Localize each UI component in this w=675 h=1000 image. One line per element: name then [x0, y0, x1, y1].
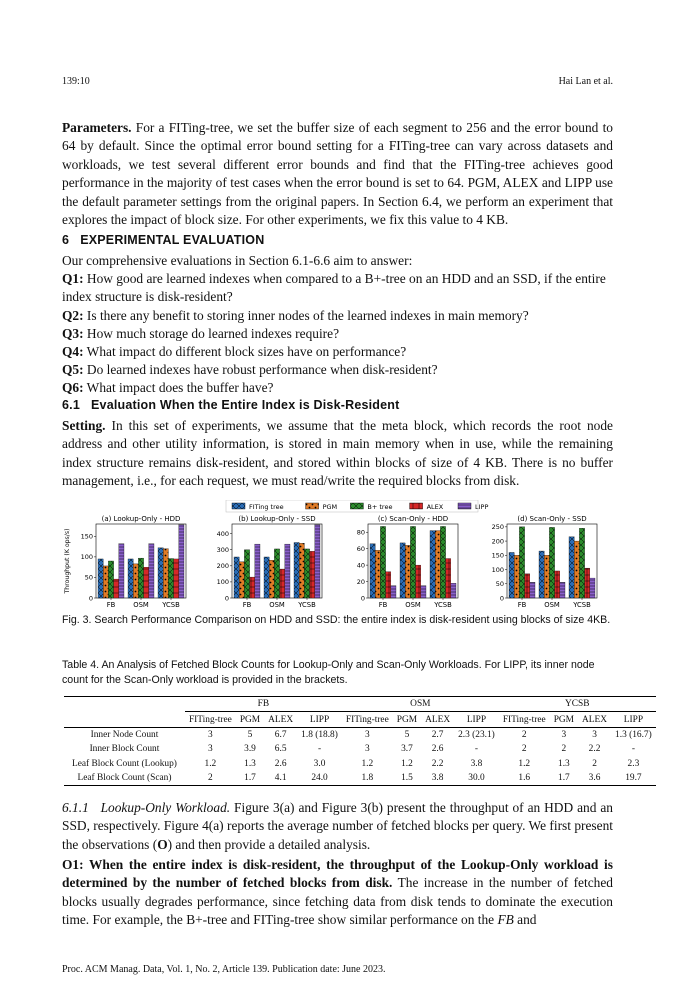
- bar: [410, 526, 415, 598]
- x-tick-label: YCSB: [162, 601, 180, 609]
- bar: [430, 531, 435, 598]
- y-tick-label: 300: [216, 546, 229, 555]
- table-cell: -: [317, 744, 322, 755]
- table-cell: -: [474, 744, 479, 755]
- bar: [560, 582, 565, 598]
- bar: [264, 557, 269, 598]
- table-cell: 3.8: [421, 771, 454, 786]
- section-number: 6: [62, 233, 70, 247]
- section-title: EXPERIMENTAL EVALUATION: [80, 233, 265, 247]
- bar: [539, 551, 544, 598]
- question-list: [62, 252, 613, 398]
- section-6-1-heading: 6.1 Evaluation When the Entire Index is Disk-Resident: [62, 398, 400, 412]
- table-cell: 1.8: [342, 771, 393, 786]
- y-tick-label: 50: [495, 580, 504, 589]
- x-tick-label: FB: [517, 601, 527, 609]
- bar: [400, 543, 405, 598]
- y-axis-label: Throughput (K ops/s): [64, 528, 71, 594]
- table-cell: 3.9: [244, 744, 256, 755]
- bar: [370, 544, 375, 598]
- bar: [421, 586, 426, 598]
- bar: [569, 537, 574, 598]
- question-item: Q6: What impact does the buffer have?: [62, 380, 274, 396]
- bar: [299, 543, 304, 598]
- table-column-header: PGM: [550, 712, 578, 727]
- bar: [133, 564, 138, 598]
- figure-3: [62, 500, 622, 612]
- bar: [380, 526, 385, 598]
- row-label: Leaf Block Count (Scan): [64, 771, 185, 786]
- bar: [310, 551, 315, 598]
- table-column-header: PGM: [236, 712, 264, 727]
- y-tick-label: 400: [216, 529, 229, 538]
- table-cell: 19.7: [611, 771, 656, 786]
- y-tick-label: 0: [499, 594, 504, 603]
- bar: [138, 558, 143, 598]
- x-tick-label: YCSB: [298, 601, 316, 609]
- bar: [451, 583, 456, 598]
- bar: [375, 550, 380, 598]
- figure-3-caption: Fig. 3. Search Performance Comparison on HDD and SSD: the entire index is disk-resident using blocks of size 4KB.: [62, 614, 611, 626]
- x-tick-label: YCSB: [434, 601, 452, 609]
- table-cell: 3.0: [313, 758, 326, 769]
- table-column-header: FITing-tree: [185, 712, 236, 727]
- table-cell: 6.7: [274, 729, 287, 740]
- table-cell: 1.2: [361, 758, 374, 769]
- chart-title: (b) Lookup-Only - SSD: [238, 515, 316, 523]
- table-group-header: FB: [185, 697, 342, 712]
- table-column-header: LIPP: [611, 712, 656, 727]
- table-cell: 5: [247, 729, 253, 740]
- legend-swatch: [410, 503, 423, 509]
- table-column-header: PGM: [393, 712, 421, 727]
- bar: [269, 560, 274, 598]
- table-column-header: FITing-tree: [342, 712, 393, 727]
- table-cell: 3: [208, 729, 213, 740]
- table-cell: -: [631, 744, 635, 755]
- table-cell: 1.3 (16.7): [615, 729, 652, 740]
- table-cell: 2.6: [274, 758, 287, 769]
- y-tick-label: 40: [356, 561, 365, 570]
- table-cell: 1.6: [499, 771, 550, 786]
- table-cell: 3: [364, 729, 370, 740]
- table-column-header: ALEX: [264, 712, 297, 727]
- table-cell: 3: [364, 744, 370, 755]
- table-cell: 1.8 (18.8): [301, 729, 338, 740]
- bar: [103, 566, 108, 598]
- legend-swatch: [232, 503, 245, 509]
- bar: [234, 557, 239, 598]
- question-item: Q5: Do learned indexes have robust performance when disk-resident?: [62, 362, 438, 378]
- subsection-6-1-1-paragraph: 6.1.1 Lookup-Only Workload. Figure 3(a) and Figure 3(b) present the throughput of an HDD and an SSD, respectively. Figure 4(a) reports the average number of fetched blocks per query. We first present the observations (O) and then provide a detailed analysis.: [62, 800, 613, 852]
- table-cell: 2.2: [431, 758, 444, 769]
- table-cell: 1.5: [393, 771, 421, 786]
- parameters-text: For a FITing-tree, we set the buffer size of each segment to 256 and the error bound to 64 by default. Since the optimal error bound setting for a FITing-tree can vary across datasets and workloads, we test several different error bounds and find that the FITing-tree achieves good performance in the majority of test cases when the error bound is set to 64. PGM, ALEX and LIPP use the default parameter settings from the original papers. In Section 6.4, we perform an experiment that explores the impact of block size. For other experiments, we fix this value to 4 KB.: [62, 120, 613, 228]
- table-cell: 3.7: [401, 744, 413, 755]
- table-cell: 30.0: [454, 771, 499, 786]
- bar: [149, 544, 154, 598]
- x-tick-label: FB: [106, 601, 116, 609]
- table-cell: 1.7: [236, 771, 264, 786]
- bar: [174, 559, 179, 598]
- table-group-header: YCSB: [499, 697, 656, 712]
- y-tick-label: 150: [80, 532, 93, 541]
- table-4: [64, 696, 656, 786]
- bar: [144, 567, 149, 598]
- legend-swatch: [458, 503, 471, 509]
- x-tick-label: OSM: [269, 601, 285, 609]
- y-tick-label: 200: [216, 562, 229, 571]
- question-item: Q1: How good are learned indexes when compared to a B+-tree on an HDD and an SSD, if the entire index structure is disk-resident?: [62, 271, 606, 305]
- y-tick-label: 200: [491, 537, 504, 546]
- table-cell: 2.2: [588, 744, 601, 755]
- bar: [574, 541, 579, 598]
- bar: [525, 574, 530, 598]
- bar: [585, 568, 590, 598]
- table-cell: 2.6: [431, 744, 444, 755]
- question-item: Q2: Is there any benefit to storing inner nodes of the learned indexes in main memory?: [62, 307, 529, 323]
- y-tick-label: 20: [356, 577, 365, 586]
- table-cell: 3: [592, 729, 597, 740]
- bar: [280, 569, 285, 598]
- table-row: [64, 727, 656, 742]
- figure-3-svg: [62, 500, 622, 612]
- table-cell: 1.3: [244, 758, 256, 769]
- table-column-header: LIPP: [454, 712, 499, 727]
- table-cell: 3.8: [470, 758, 483, 769]
- bar: [549, 527, 554, 598]
- chart-title: (c) Scan-Only - HDD: [377, 515, 449, 523]
- bar: [285, 544, 290, 598]
- y-tick-label: 150: [491, 551, 504, 560]
- table-cell: 2: [592, 758, 597, 769]
- legend-label: FITing tree: [249, 503, 284, 511]
- y-tick-label: 50: [84, 573, 93, 582]
- x-tick-label: FB: [378, 601, 388, 609]
- bar: [119, 544, 124, 598]
- table-cell: 2: [561, 744, 567, 755]
- bar: [555, 571, 560, 598]
- table-row: [64, 771, 656, 786]
- intro-line: Our comprehensive evaluations in Section 6.1-6.6 aim to answer:: [62, 253, 413, 268]
- table-column-header: ALEX: [421, 712, 454, 727]
- table-cell: 2: [521, 729, 527, 740]
- legend-label: B+ tree: [367, 503, 393, 511]
- bar: [514, 555, 519, 598]
- table-4-caption: Table 4. An Analysis of Fetched Block Counts for Lookup-Only and Scan-Only Workloads. For LIPP, its inner node count for the Scan-Only workload is provided in the brackets.: [62, 659, 595, 686]
- bar: [108, 561, 113, 598]
- y-tick-label: 100: [216, 578, 229, 587]
- table-column-header: FITing-tree: [499, 712, 550, 727]
- bar: [128, 559, 133, 598]
- table-row: [64, 742, 656, 756]
- bar: [405, 545, 410, 598]
- x-tick-label: YCSB: [573, 601, 591, 609]
- bar: [244, 550, 249, 598]
- bar: [114, 579, 119, 598]
- setting-paragraph: Setting. In this set of experiments, we assume that the meta block, which records the root node address and other utility information, is stored in main memory when in use, while the remaining index structure remains disk-resident, and stored within blocks of size of 4 KB. There is no buffer management, i.e., for each request, we must read/write the required blocks from disk.: [62, 418, 613, 489]
- bar: [255, 544, 260, 598]
- bar: [179, 525, 184, 598]
- bar: [544, 555, 549, 598]
- bar: [579, 528, 584, 598]
- legend-swatch: [306, 503, 319, 509]
- chart-title: (a) Lookup-Only - HDD: [101, 515, 181, 523]
- table-cell: 4.1: [264, 771, 297, 786]
- table-cell: 2: [185, 771, 236, 786]
- y-tick-label: 100: [491, 565, 504, 574]
- x-tick-label: OSM: [405, 601, 421, 609]
- observation-1-paragraph: O1: When the entire index is disk-resident, the throughput of the Lookup-Only workload is determined by the number of fetched blocks from disk. The increase in the number of fetched blocks usually degrades performance, since fetching data from disk tends to dominate the execution time. For example, the B+-tree and FITing-tree show similar performance on the FB and: [62, 857, 613, 928]
- parameters-paragraph: [62, 119, 613, 229]
- page-number: 139:10: [62, 76, 90, 87]
- bar: [168, 559, 173, 598]
- table-cell: 24.0: [297, 771, 342, 786]
- bar: [519, 527, 524, 598]
- question-item: Q3: How much storage do learned indexes require?: [62, 325, 340, 341]
- bar: [163, 549, 168, 598]
- table-cell: 6.5: [274, 744, 287, 755]
- bar: [294, 543, 299, 599]
- table-column-header: ALEX: [578, 712, 611, 727]
- table-cell: 2.3: [627, 758, 640, 769]
- table-cell: 1.2: [401, 758, 413, 769]
- table-column-header: LIPP: [297, 712, 342, 727]
- table-cell: 1.2: [204, 758, 217, 769]
- bar: [98, 559, 103, 598]
- y-tick-label: 80: [356, 528, 365, 537]
- row-label: Leaf Block Count (Lookup): [72, 758, 177, 769]
- table-cell: 3: [208, 744, 213, 755]
- bar: [590, 578, 595, 598]
- bar: [158, 548, 163, 598]
- running-header-authors: Hai Lan et al.: [558, 76, 613, 87]
- bar: [446, 559, 451, 598]
- y-tick-label: 60: [356, 544, 365, 553]
- bar: [304, 549, 309, 598]
- table-row: [64, 757, 656, 771]
- bar: [416, 565, 421, 598]
- row-label: Inner Block Count: [89, 744, 160, 755]
- page-footer: Proc. ACM Manag. Data, Vol. 1, No. 2, Article 139. Publication date: June 2023.: [62, 964, 386, 975]
- chart-title: (d) Scan-Only - SSD: [517, 515, 587, 523]
- bar: [509, 552, 514, 598]
- table-cell: 1.7: [550, 771, 578, 786]
- bar: [435, 531, 440, 598]
- section-6-heading: [62, 233, 264, 247]
- bar: [315, 525, 320, 598]
- table-cell: 1.2: [518, 758, 531, 769]
- y-tick-label: 100: [80, 553, 93, 562]
- table-cell: 1.3: [558, 758, 570, 769]
- table-cell: 2.7: [431, 729, 444, 740]
- x-tick-label: OSM: [133, 601, 149, 609]
- legend-label: LIPP: [475, 503, 489, 511]
- legend-label: PGM: [322, 503, 338, 511]
- bar: [274, 549, 279, 598]
- table-cell: 3: [561, 729, 567, 740]
- legend-swatch: [350, 503, 363, 509]
- table-cell: 5: [404, 729, 410, 740]
- bar: [386, 572, 391, 598]
- x-tick-label: OSM: [544, 601, 560, 609]
- parameters-label: Parameters.: [62, 120, 132, 135]
- bar: [250, 577, 255, 598]
- table-group-header: OSM: [342, 697, 499, 712]
- y-tick-label: 250: [491, 523, 504, 532]
- table-cell: 3.6: [578, 771, 611, 786]
- bar: [440, 526, 445, 598]
- x-tick-label: FB: [242, 601, 252, 609]
- y-tick-label: 0: [360, 594, 365, 603]
- y-tick-label: 0: [224, 594, 229, 603]
- bar: [530, 582, 535, 598]
- question-item: Q4: What impact do different block sizes have on performance?: [62, 344, 407, 360]
- table-cell: 2: [521, 744, 527, 755]
- bar: [239, 562, 244, 598]
- table-cell: 2.3 (23.1): [458, 729, 495, 740]
- legend-label: ALEX: [426, 503, 444, 511]
- bar: [391, 586, 396, 598]
- y-tick-label: 0: [88, 594, 93, 603]
- row-label: Inner Node Count: [90, 729, 159, 740]
